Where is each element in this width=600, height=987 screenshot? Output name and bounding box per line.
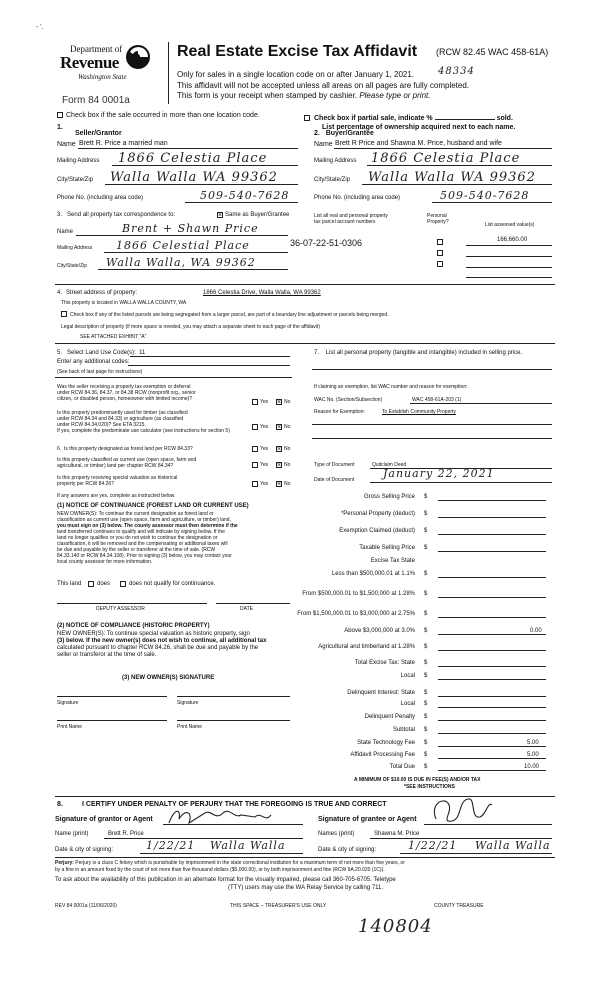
calc-agri: Agricultural and timberland at 1.28% [318,644,415,650]
s6-q3-no-label: No [284,481,291,487]
dollar-sign: $ [424,628,428,634]
dor-logo [60,42,160,92]
calc-penalty: Delinquent Penalty [364,714,415,720]
see-instructions: *SEE INSTRUCTIONS [404,784,455,790]
calc-local2: Local [400,701,415,707]
s6-q3-yes-label: Yes [260,481,269,487]
s5-q2-no[interactable] [276,424,282,430]
s4-located: This property is located in WALLA WALLA COUNTY, WA [61,300,187,306]
seller-name-label: Name [57,141,76,148]
buyer-name-label: Name [314,141,333,148]
tech-fee-value: 5.00 [527,740,539,746]
logo-dept: Department of [70,44,123,54]
dollar-sign: $ [424,764,428,770]
s6-q1-yes[interactable] [252,446,258,452]
corr-heading: 3. Send all property tax correspondence to: [57,212,176,218]
deputy-date-label: DATE [240,606,253,612]
calc-local: Local [400,673,415,679]
s5-q2-no-label: No [284,424,291,430]
seller-phone-label: Phone No. (including area code) [57,195,144,201]
dollar-sign: $ [424,611,428,617]
calc-total-excise: Total Excise Tax: State [354,660,415,666]
total-due-value: 10.00 [524,764,540,770]
grantee-date: 1/22/21 [408,839,458,852]
subtitle-3: This form is your receipt when stamped by cashier. Please type or print. [177,91,431,100]
doc-type-label: Type of Document [314,462,355,468]
partial-sale-label: Check box if partial sale, indicate % sold. [314,115,513,122]
seller-city: Walla Walla WA 99362 [110,170,278,185]
buyer-mail: 1866 Celestia Place [371,151,521,166]
new-owner-sig-title: (3) NEW OWNER(S) SIGNATURE [122,675,215,681]
reason-value: To Establish Community Property [382,409,456,415]
s6-q1-no[interactable] [276,446,282,452]
corr-mail: 1866 Celestial Place [116,239,250,252]
notice2-title: (2) NOTICE OF COMPLIANCE (HISTORIC PROPERTY) [57,623,210,629]
form-number: Form 84 0001a [62,95,130,106]
s5-q1-no-label: No [284,399,291,405]
dollar-sign: $ [424,591,428,597]
corr-city-label: City/State/Zip [57,263,88,269]
doc-type-value: Quitclaim Deed [372,462,407,468]
land-does-label: does [97,581,111,587]
footer-rev: REV 84 0001a (11/06/2020) [55,903,117,909]
owner-print-label-1: Print Name [57,724,83,730]
revenue-swirl-icon [124,42,152,72]
personal-property-checkbox-2[interactable] [437,250,443,256]
dollar-sign: $ [424,673,428,679]
grantor-date: 1/22/21 [146,839,196,852]
land-does-checkbox[interactable] [88,581,94,587]
grantor-name: Brett R. Price [108,831,144,837]
calc-total-due: Total Due [389,764,415,770]
segregated-label: Check box if any of the listed parcels are being segregated from a larger parcel, are part of a boundary line adjustment or parcels being merged. [70,312,389,318]
calc-b1: Less than $500,000.01 at 1.1% [331,571,415,577]
grantee-names-label: Names (print) [318,831,355,837]
s5-label: 5. Select Land Use Code(s): 11 [57,350,146,356]
proc-fee-value: 5.00 [527,752,539,758]
form-title: Real Estate Excise Tax Affidavit [177,43,418,60]
subtitle-1: Only for sales in a single location code on or after January 1, 2021. [177,70,415,79]
amount-field[interactable] [438,577,546,578]
calc-subtotal: Subtotal [392,727,415,733]
seller-city-label: City/State/Zip [57,177,94,183]
amount-field[interactable] [438,534,546,535]
corr-name: Brent + Shawn Price [122,222,259,235]
seller-mail-label: Mailing Address [57,158,100,164]
partial-note: List percentage of ownership acquired next to each name. [322,124,516,131]
land-does-not-label: does not qualify for continuance. [129,581,216,587]
seller-name: Brett R. Price a married man [79,140,168,147]
s6-q2-no-label: No [284,462,291,468]
amount-field[interactable] [438,679,546,680]
calc-proc-fee: Affidavit Processing Fee [350,752,415,758]
same-as-buyer-label: Same as Buyer/Grantee [225,212,290,218]
dollar-sign: $ [424,494,428,500]
multi-location-checkbox[interactable] [57,112,63,118]
calc-taxable: Taxable Selling Price [359,545,415,551]
s5-q2-yes[interactable] [252,424,258,430]
perjury-line-1: Perjury: Perjury is a class C felony which is punishable by imprisonment in the state correctional institution for a maximum term of not more than five years, or [55,860,405,866]
s6-q3: Is this property receiving special valuation as historical property per RCW 84.26? [57,475,178,487]
buyer-mail-label: Mailing Address [314,158,357,164]
grantor-city: Walla Walla [210,839,286,852]
s6-q1-yes-label: Yes [260,446,269,452]
s7-exemption-label: If claiming an exemption, list WAC number and reason for exemption: [314,384,468,390]
amount-field[interactable] [438,517,546,518]
amount-field[interactable] [438,707,546,708]
dollar-sign: $ [424,752,428,758]
dollar-sign: $ [424,644,428,650]
seller-heading: Seller/Grantor [75,130,122,137]
s5-q1-yes-label: Yes [260,399,269,405]
grantee-date-label: Date & city of signing: [318,847,377,853]
doc-number-handwritten: 48334 [438,66,475,77]
segregated-checkbox[interactable] [61,311,67,317]
seller-num: 1. [57,124,63,131]
notice1-title: (1) NOTICE OF CONTINUANCE (FOREST LAND OR CURRENT USE) [57,503,249,509]
land-does-not-checkbox[interactable] [120,581,126,587]
property-address: 1866 Celestia Drive, Walla Walla, WA 99362 [203,290,321,296]
amount-field[interactable] [438,597,546,598]
s6-q2-no[interactable] [276,462,282,468]
dollar-sign: $ [424,571,428,577]
s6-instructions: If any answers are yes, complete as instructed below. [57,493,176,499]
dollar-sign: $ [424,660,428,666]
perjury-line-2: by a fine in an amount fixed by the court of not more than five thousand dollars ($5,000.00), or by both imprisonment and fine (RCW 9A.20.020 (1C)). [55,867,385,873]
s5-q2: Is this property predominantly used for timber (as classified under RCW 84.34 and 84.33) or agriculture (as classified under RCW 84.34.020)? See ETA 3215. If yes, complete the predominate use calculator (see instructions for section 5) [57,410,230,434]
corr-mail-label: Mailing Address [57,245,93,251]
assessed-value: 166,660.00 [497,237,528,243]
parcel-col3: List assessed value(s) [485,222,535,228]
s4-label: Street address of property: [66,290,138,296]
amount-field[interactable] [438,617,546,618]
s6-q1-no-label: No [284,446,291,452]
doc-date-label: Date of Document [314,477,355,483]
amount-field[interactable] [438,720,546,721]
logo-state: Washington State [78,73,127,81]
buyer-phone: 509-540-7628 [440,189,530,202]
grantor-name-label: Name (print) [55,831,89,837]
subtitle-2: This affidavit will not be accepted unless all areas on all pages are fully completed. [177,81,470,90]
calc-b2: From $500,000.01 to $1,500,000 at 1.28% [302,591,415,597]
s5-q1-no[interactable] [276,399,282,405]
personal-property-checkbox-1[interactable] [437,239,443,245]
sig-grantee-label: Signature of grantee or Agent [318,816,417,823]
b4-value: 0.00 [530,628,542,634]
corr-city: Walla Walla, WA 99362 [106,256,256,269]
calc-b3: From $1,500,000.01 to $3,000,000 at 2.75% [297,611,415,617]
grantor-date-label: Date & city of signing: [55,847,114,853]
s5-additional: Enter any additional codes: [57,359,130,365]
buyer-name: Brett R Price and Shawna M. Price, husband and wife [335,140,502,147]
buyer-phone-label: Phone No. (including area code) [314,195,401,201]
parcel-number: 36-07-22-51-0306 [290,238,363,248]
this-land-label: This land [57,581,82,587]
dollar-sign: $ [424,701,428,707]
buyer-city: Walla Walla WA 99362 [368,170,536,185]
stamp-number: 140804 [358,916,433,937]
buyer-heading: 2. Buyer/Grantee [314,130,374,137]
reason-label: Reason for Exemption: [314,409,365,415]
calc-gross: Gross Selling Price [363,494,415,500]
corr-name-label: Name [57,229,74,235]
personal-property-checkbox-3[interactable] [437,261,443,267]
calc-excise: Excise Tax State [370,558,415,564]
legal-desc-label: Legal description of property (if more space is needed, you may attach a separate sheet to each page of the affidavit) [61,324,320,330]
calc-exemption: Exemption Claimed (deduct) [339,528,415,534]
grantee-city: Walla Walla [475,839,551,852]
footer-space: THIS SPACE – TREASURER'S USE ONLY [230,903,327,909]
seller-phone: 509-540-7628 [200,189,290,202]
amount-field[interactable] [438,733,546,734]
footer-treasure: COUNTY TREASURE [434,903,484,909]
s8-num: 8. [57,801,63,808]
amount-field[interactable] [438,500,546,501]
s6-q2: Is this property classified as current use (open space, farm and agricultural, or timber) land per chapter RCW 84.34? [57,457,197,469]
calc-personal: *Personal Property (deduct) [340,511,415,517]
notice1-body: NEW OWNER(S): To continue the current designation as forest land or classification as current use (open space, farm and agriculture, or timber) land, you must sign on (3) below. The county assessor must then determine if the land transferred continues to qualify and will indicate by signing below. If the land no longer qualifies or you do not wish to continue the designation or classification, it will be removed and the compensating or additional taxes will be due and payable by the seller or transferor at the time of sale. (RCW 84.33.140 or RCW 84.34.108). Prior to signing (3) below, you may contact your local county assessor for more information. [57,511,238,565]
dollar-sign: $ [424,727,428,733]
amount-field[interactable] [438,696,546,697]
seller-mail: 1866 Celestia Place [118,151,268,166]
certify-text: I CERTIFY UNDER PENALTY OF PERJURY THAT THE FOREGOING IS TRUE AND CORRECT [82,801,387,808]
s5-q1-yes[interactable] [252,399,258,405]
dollar-sign: $ [424,714,428,720]
s6-q2-yes-label: Yes [260,462,269,468]
multi-location-label: Check box if the sale occurred in more than one location code. [66,112,260,119]
sig-grantor-label: Signature of grantor or Agent [55,816,153,823]
logo-revenue: Revenue [60,53,119,72]
grantee-name: Shawna M. Price [374,831,420,837]
calc-delinquent: Delinquent Interest: State [347,690,415,696]
s6-q3-no[interactable] [276,481,282,487]
dollar-sign: $ [424,545,428,551]
dollar-sign: $ [424,528,428,534]
s6-q3-yes[interactable] [252,481,258,487]
availability-2: (TTY) users may use the WA Relay Service by calling 711. [228,885,384,891]
margin-marks: - '. [36,24,44,31]
buyer-city-label: City/State/Zip [314,177,351,183]
s7-label: 7. List all personal property (tangible and intangible) included in selling price. [314,350,523,356]
amount-field[interactable] [438,666,546,667]
calc-tech-fee: State Technology Fee [357,740,415,746]
calc-b4: Above $3,000,000 at 3.0% [344,628,415,634]
grantor-signature [165,805,275,829]
dollar-sign: $ [424,740,428,746]
owner-print-label-2: Print Name [177,724,203,730]
dollar-sign: $ [424,511,428,517]
minimum-note: A MINIMUM OF $10.00 IS DUE IN FEE(S) AND/OR TAX [354,777,481,783]
owner-sig-label-2: Signature [177,700,199,706]
wac-value: WAC 458-61A-203 (1) [412,397,462,403]
amount-field[interactable] [438,551,546,552]
parcel-col2: Personal Property? [427,213,449,225]
s6-q1: 6. Is this property designated as forest land per RCW 84.33? [57,446,193,452]
wac-label: WAC No. (Section/Subsection) [314,397,383,403]
notice2-body: NEW OWNER(S): To continue special valuation as historic property, sign (3) below. If the new owner(s) does not wish to continue, all additional tax calculated pursuant to chapter RCW 84.26, shall be due and payable by the seller or transferor at the time of sale. [57,631,267,658]
s6-q2-yes[interactable] [252,462,258,468]
dollar-sign: $ [424,690,428,696]
availability-1: To ask about the availability of this publication in an alternate format for the visually impaired, please call 360-705-6705. Teletype [55,877,396,883]
doc-date-value: January 22, 2021 [383,467,495,480]
partial-sale-checkbox[interactable] [304,115,310,121]
amount-field[interactable] [438,650,546,651]
legal-exhibit: SEE ATTACHED EXHIBIT "A" [80,334,147,340]
s5-see-back: (See back of last page for instructions) [57,369,143,375]
deputy-assessor-label: DEPUTY ASSESSOR [96,606,145,612]
s4-num: 4. [57,290,63,296]
same-as-buyer-checkbox[interactable] [217,212,223,218]
title-ref: (RCW 82.45 WAC 458-61A) [436,47,549,57]
s5-q1: Was the seller receiving a property tax exemption or deferral under RCW 84.36, 84.37, or 84.38 RCW (nonprofit org., senior citizen, or disabled person, homeowner with limited income)? [57,384,196,402]
owner-sig-label-1: Signature [57,700,79,706]
parcel-col1: List all real and personal property tax parcel account numbers [314,213,388,225]
s5-q2-yes-label: Yes [260,424,269,430]
